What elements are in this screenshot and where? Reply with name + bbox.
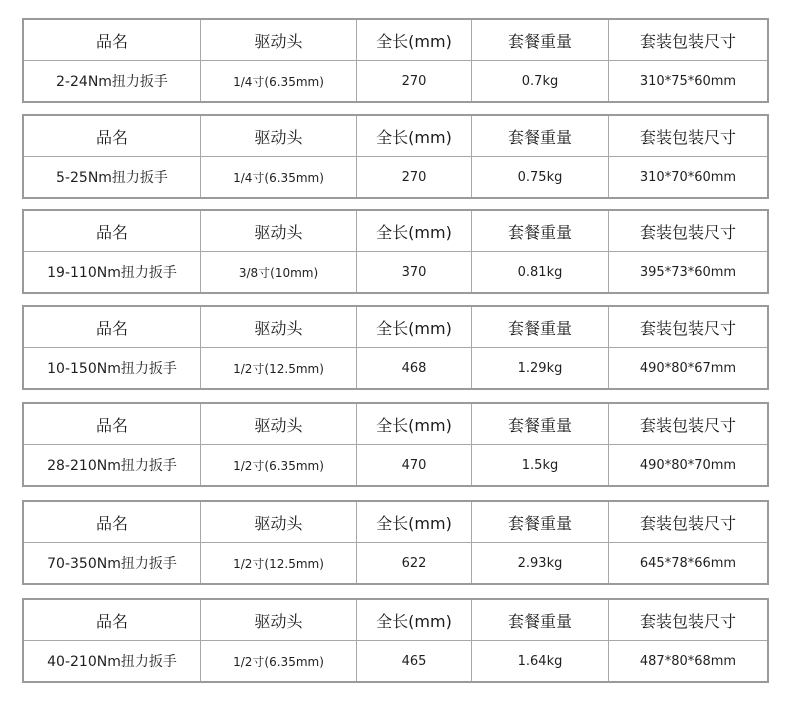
weight-value: 0.7kg <box>472 61 609 101</box>
header-drive: 驱动头 <box>201 20 357 61</box>
header-product-name: 品名 <box>24 20 201 61</box>
weight-value: 0.81kg <box>472 252 609 292</box>
weight-value: 1.64kg <box>472 641 609 681</box>
header-package-size: 套装包装尺寸 <box>609 116 767 157</box>
header-drive: 驱动头 <box>201 307 357 348</box>
drive-size: 1/2寸(6.35mm) <box>201 445 357 485</box>
header-drive: 驱动头 <box>201 211 357 252</box>
spec-table <box>22 209 769 294</box>
header-weight: 套餐重量 <box>472 307 609 348</box>
header-weight: 套餐重量 <box>472 502 609 543</box>
header-weight: 套餐重量 <box>472 404 609 445</box>
package-size-value: 490*80*70mm <box>639 457 737 473</box>
product-name: 2-24Nm扭力扳手 <box>24 61 201 101</box>
package-size-value: 490*80*67mm <box>639 360 737 376</box>
spec-table <box>22 598 769 683</box>
product-name: 40-210Nm扭力扳手 <box>24 641 201 681</box>
package-size-value: 310*75*60mm <box>639 73 737 89</box>
spec-table <box>22 114 769 199</box>
header-length: 全长(mm) <box>357 404 472 445</box>
header-product-name: 品名 <box>24 307 201 348</box>
spec-table <box>22 18 769 103</box>
header-length: 全长(mm) <box>357 600 472 641</box>
product-name: 10-150Nm扭力扳手 <box>24 348 201 388</box>
header-product-name: 品名 <box>24 211 201 252</box>
header-length: 全长(mm) <box>357 307 472 348</box>
length-value: 270 <box>357 157 472 197</box>
length-value: 622 <box>357 543 472 583</box>
drive-size: 1/2寸(6.35mm) <box>201 641 357 681</box>
header-weight: 套餐重量 <box>472 116 609 157</box>
package-size-value: 395*73*60mm <box>639 264 737 280</box>
header-package-size: 套装包装尺寸 <box>609 307 767 348</box>
header-package-size: 套装包装尺寸 <box>609 20 767 61</box>
drive-size: 1/4寸(6.35mm) <box>201 61 357 101</box>
weight-value: 2.93kg <box>472 543 609 583</box>
length-value: 470 <box>357 445 472 485</box>
header-length: 全长(mm) <box>357 20 472 61</box>
spec-table <box>22 500 769 585</box>
header-length: 全长(mm) <box>357 116 472 157</box>
length-value: 465 <box>357 641 472 681</box>
length-value: 468 <box>357 348 472 388</box>
header-weight: 套餐重量 <box>472 20 609 61</box>
weight-value: 1.29kg <box>472 348 609 388</box>
package-size-value: 487*80*68mm <box>639 653 737 669</box>
package-size-value: 310*70*60mm <box>639 169 737 185</box>
weight-value: 0.75kg <box>472 157 609 197</box>
header-product-name: 品名 <box>24 502 201 543</box>
header-drive: 驱动头 <box>201 600 357 641</box>
product-name: 28-210Nm扭力扳手 <box>24 445 201 485</box>
product-name: 5-25Nm扭力扳手 <box>24 157 201 197</box>
header-package-size: 套装包装尺寸 <box>609 502 767 543</box>
header-package-size: 套装包装尺寸 <box>609 211 767 252</box>
header-product-name: 品名 <box>24 116 201 157</box>
header-length: 全长(mm) <box>357 502 472 543</box>
drive-size: 1/2寸(12.5mm) <box>201 348 357 388</box>
header-drive: 驱动头 <box>201 116 357 157</box>
drive-size: 1/4寸(6.35mm) <box>201 157 357 197</box>
header-drive: 驱动头 <box>201 404 357 445</box>
header-length: 全长(mm) <box>357 211 472 252</box>
length-value: 370 <box>357 252 472 292</box>
header-product-name: 品名 <box>24 600 201 641</box>
header-package-size: 套装包装尺寸 <box>609 404 767 445</box>
package-size-value: 645*78*66mm <box>639 555 737 571</box>
header-drive: 驱动头 <box>201 502 357 543</box>
spec-table <box>22 402 769 487</box>
header-package-size: 套装包装尺寸 <box>609 600 767 641</box>
length-value: 270 <box>357 61 472 101</box>
drive-size: 3/8寸(10mm) <box>201 252 357 292</box>
product-name: 70-350Nm扭力扳手 <box>24 543 201 583</box>
drive-size: 1/2寸(12.5mm) <box>201 543 357 583</box>
product-name: 19-110Nm扭力扳手 <box>24 252 201 292</box>
header-product-name: 品名 <box>24 404 201 445</box>
header-weight: 套餐重量 <box>472 211 609 252</box>
weight-value: 1.5kg <box>472 445 609 485</box>
header-weight: 套餐重量 <box>472 600 609 641</box>
spec-table <box>22 305 769 390</box>
